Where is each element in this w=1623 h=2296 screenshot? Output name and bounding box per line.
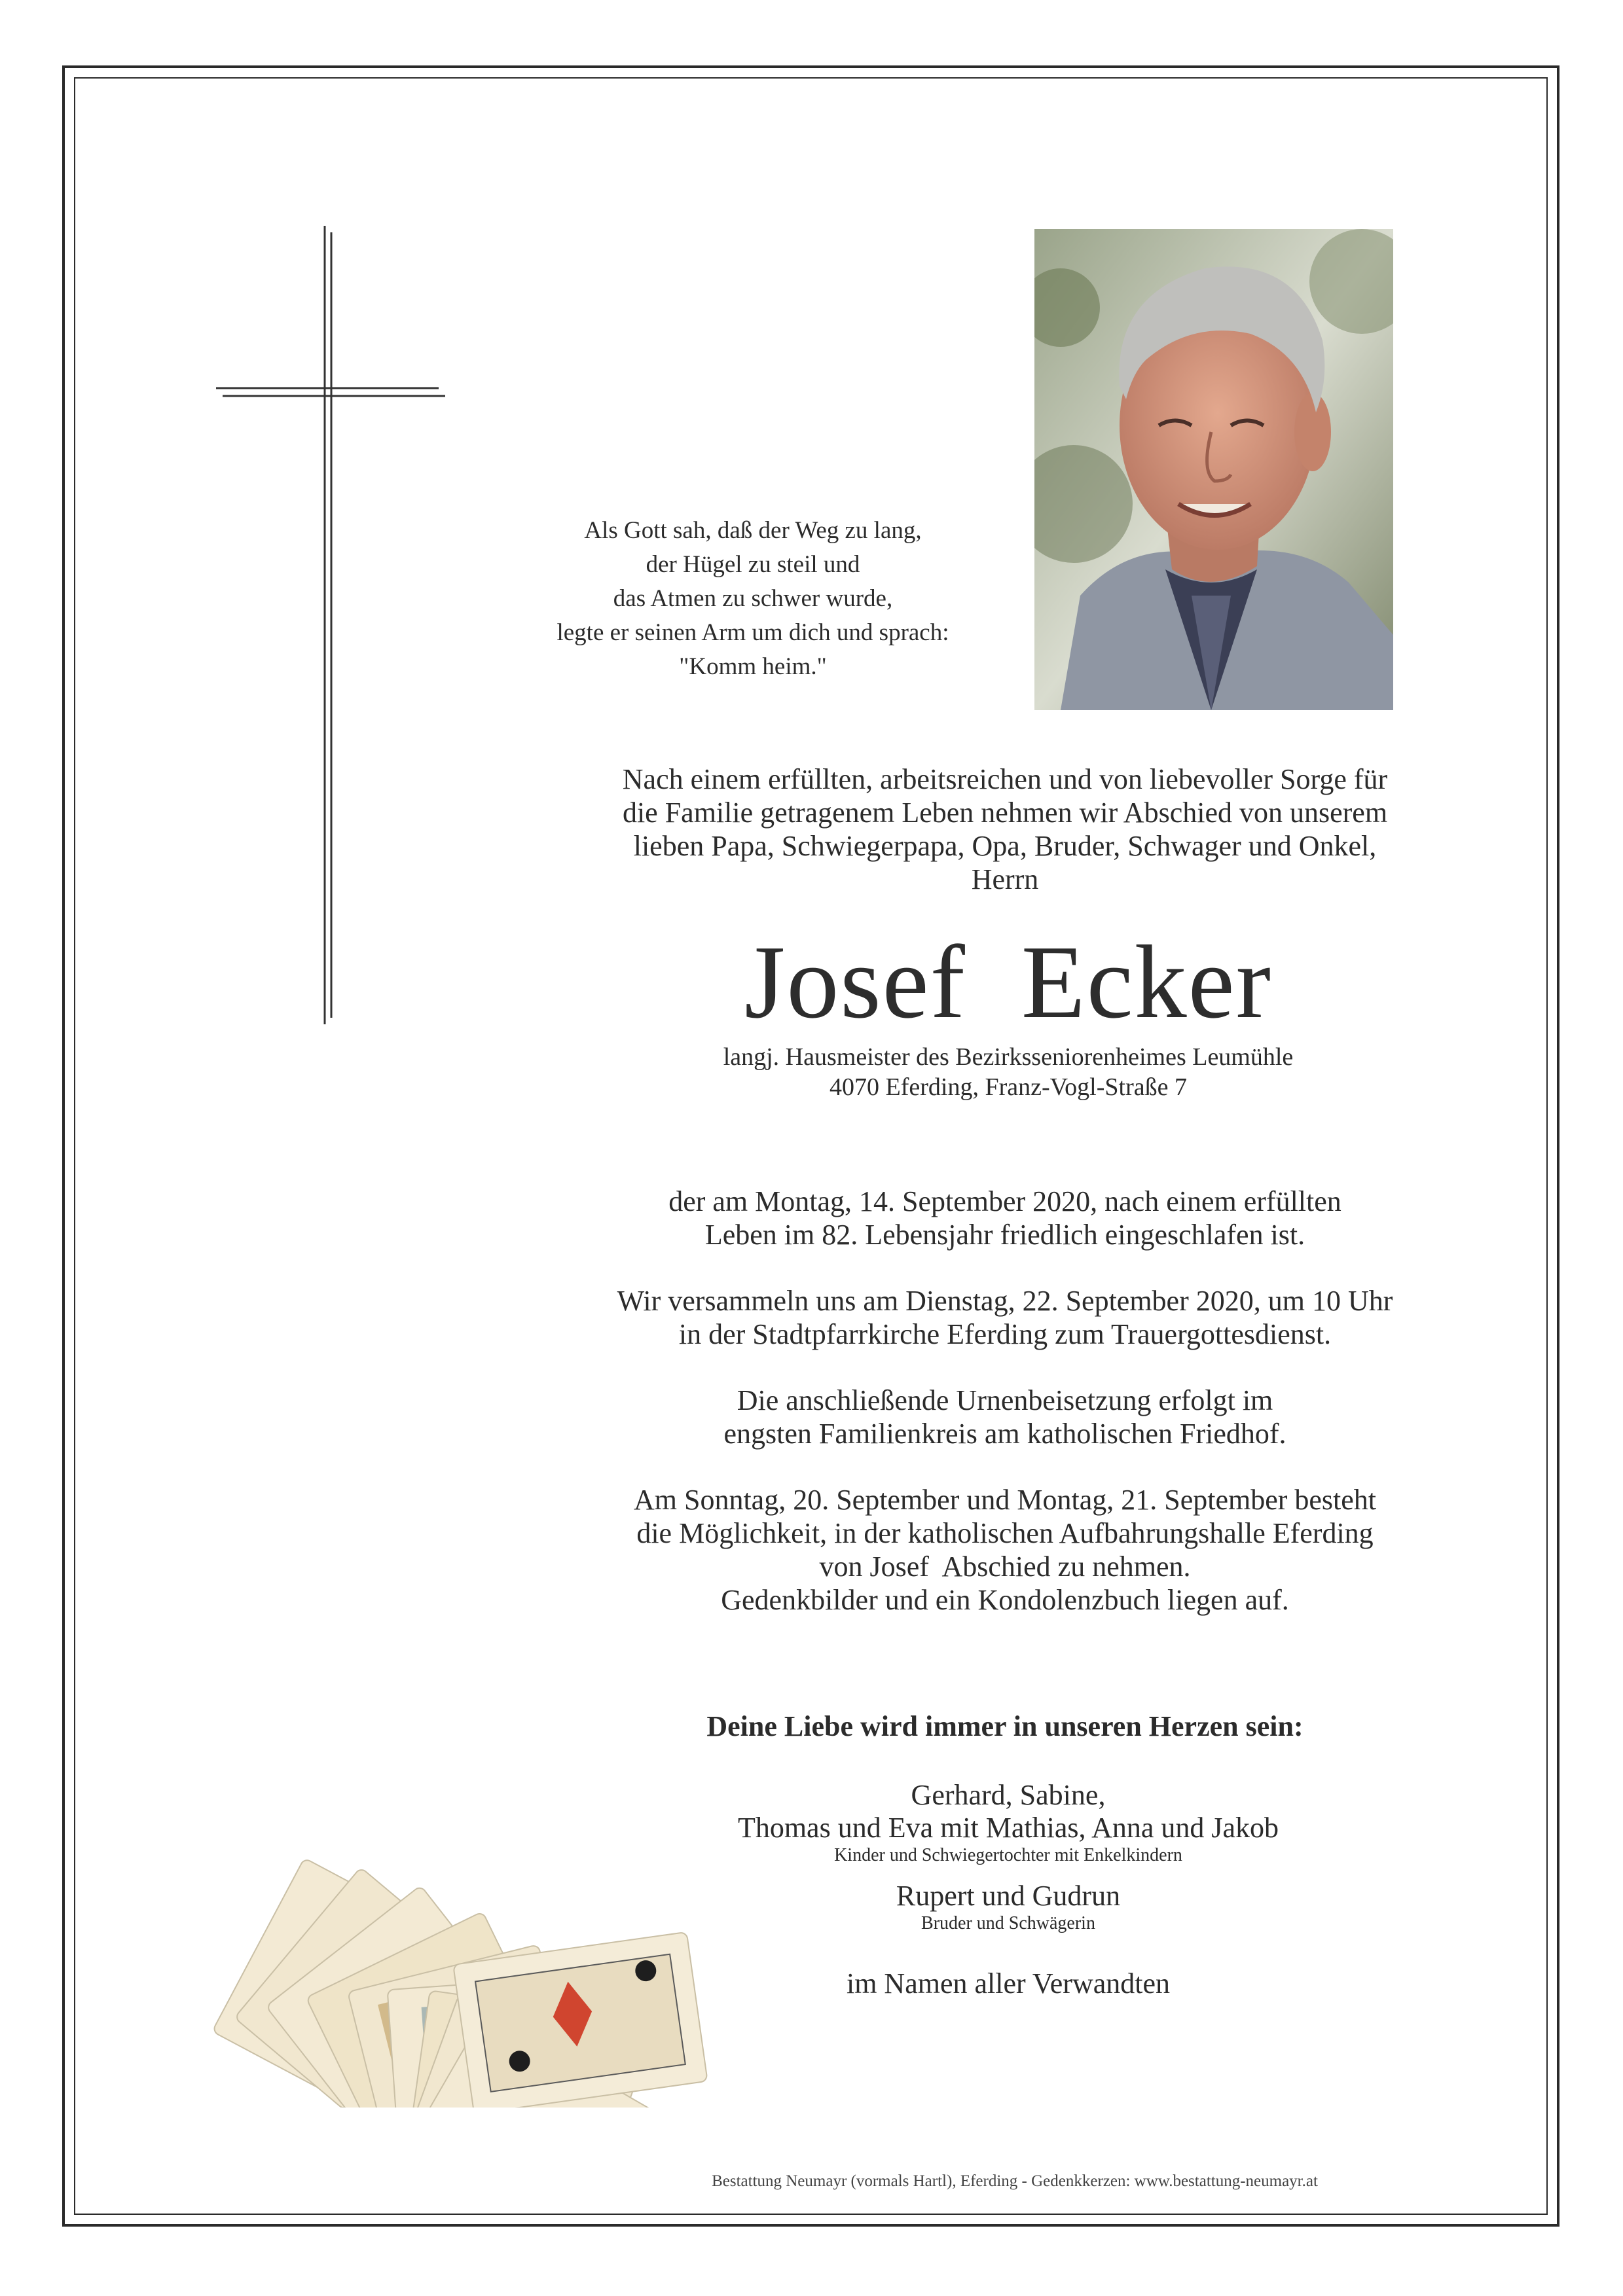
poem-line: der Hügel zu steil und [646, 551, 860, 578]
paragraph-line: Wir versammeln uns am Dienstag, 22. September 2020, um 10 Uhr [617, 1285, 1393, 1317]
paragraph-line: von Josef Abschied zu nehmen. [819, 1551, 1191, 1583]
card-fan [212, 1858, 708, 2108]
paragraph-line: der am Montag, 14. September 2020, nach einem erfüllten [668, 1185, 1341, 1217]
paragraph-line: die Möglichkeit, in der katholischen Aufbahrungshalle Eferding [636, 1517, 1374, 1549]
burial-paragraph [537, 1384, 1473, 1450]
service-paragraph [537, 1284, 1473, 1351]
deceased-address: 4070 Eferding, Franz-Vogl-Straße 7 [830, 1073, 1187, 1101]
deceased-details [589, 1042, 1427, 1102]
family-names: Rupert und Gudrun [896, 1880, 1121, 1912]
paragraph-line: Leben im 82. Lebensjahr friedlich eingeschlafen ist. [704, 1219, 1305, 1251]
paragraph-line: engsten Familienkreis am katholischen Friedhof. [723, 1418, 1286, 1450]
paragraph-line: Gedenkbilder und ein Kondolenzbuch liegen auf. [721, 1584, 1289, 1616]
family-relation: Bruder und Schwägerin [921, 1913, 1095, 1933]
death-paragraph [537, 1185, 1473, 1251]
intro-line: Herrn [971, 863, 1039, 895]
cross-icon [216, 226, 445, 1024]
deceased-name: Josef Ecker [744, 924, 1272, 1040]
intro-text [537, 762, 1473, 896]
paragraph-line: Die anschließende Urnenbeisetzung erfolgt im [737, 1384, 1273, 1416]
footer-text: Bestattung Neumayr (vormals Hartl), Eferding - Gedenkkerzen: www.bestattung-neumayr.at [712, 2172, 1318, 2190]
portrait-photo [1034, 229, 1393, 710]
family-names: Gerhard, Sabine, [911, 1779, 1106, 1811]
paragraph-line: Am Sonntag, 20. September und Montag, 21. September besteht [633, 1484, 1377, 1516]
signoff: im Namen aller Verwandten [846, 1967, 1170, 2000]
viewing-paragraph [537, 1483, 1473, 1617]
deceased-role: langj. Hausmeister des Bezirksseniorenheimes Leumühle [723, 1043, 1294, 1071]
intro-line: lieben Papa, Schwiegerpapa, Opa, Bruder, Schwager und Onkel, [633, 830, 1377, 862]
poem-line: das Atmen zu schwer wurde, [613, 585, 893, 612]
playing-cards-image [105, 1702, 779, 2108]
intro-line: Nach einem erfüllten, arbeitsreichen und von liebevoller Sorge für [622, 763, 1388, 795]
family-names: Thomas und Eva mit Mathias, Anna und Jakob [737, 1812, 1279, 1844]
family-relation: Kinder und Schwiegertochter mit Enkelkindern [834, 1845, 1182, 1865]
paragraph-line: in der Stadtpfarrkirche Eferding zum Trauergottesdienst. [678, 1318, 1332, 1350]
poem-line: legte er seinen Arm um dich und sprach: [556, 619, 949, 646]
poem-line: Als Gott sah, daß der Weg zu lang, [584, 517, 922, 544]
poem-line: "Komm heim." [679, 653, 827, 680]
poem [498, 514, 1008, 684]
intro-line: die Familie getragenem Leben nehmen wir Abschied von unserem [622, 797, 1388, 829]
closing-line: Deine Liebe wird immer in unseren Herzen sein: [706, 1710, 1304, 1742]
